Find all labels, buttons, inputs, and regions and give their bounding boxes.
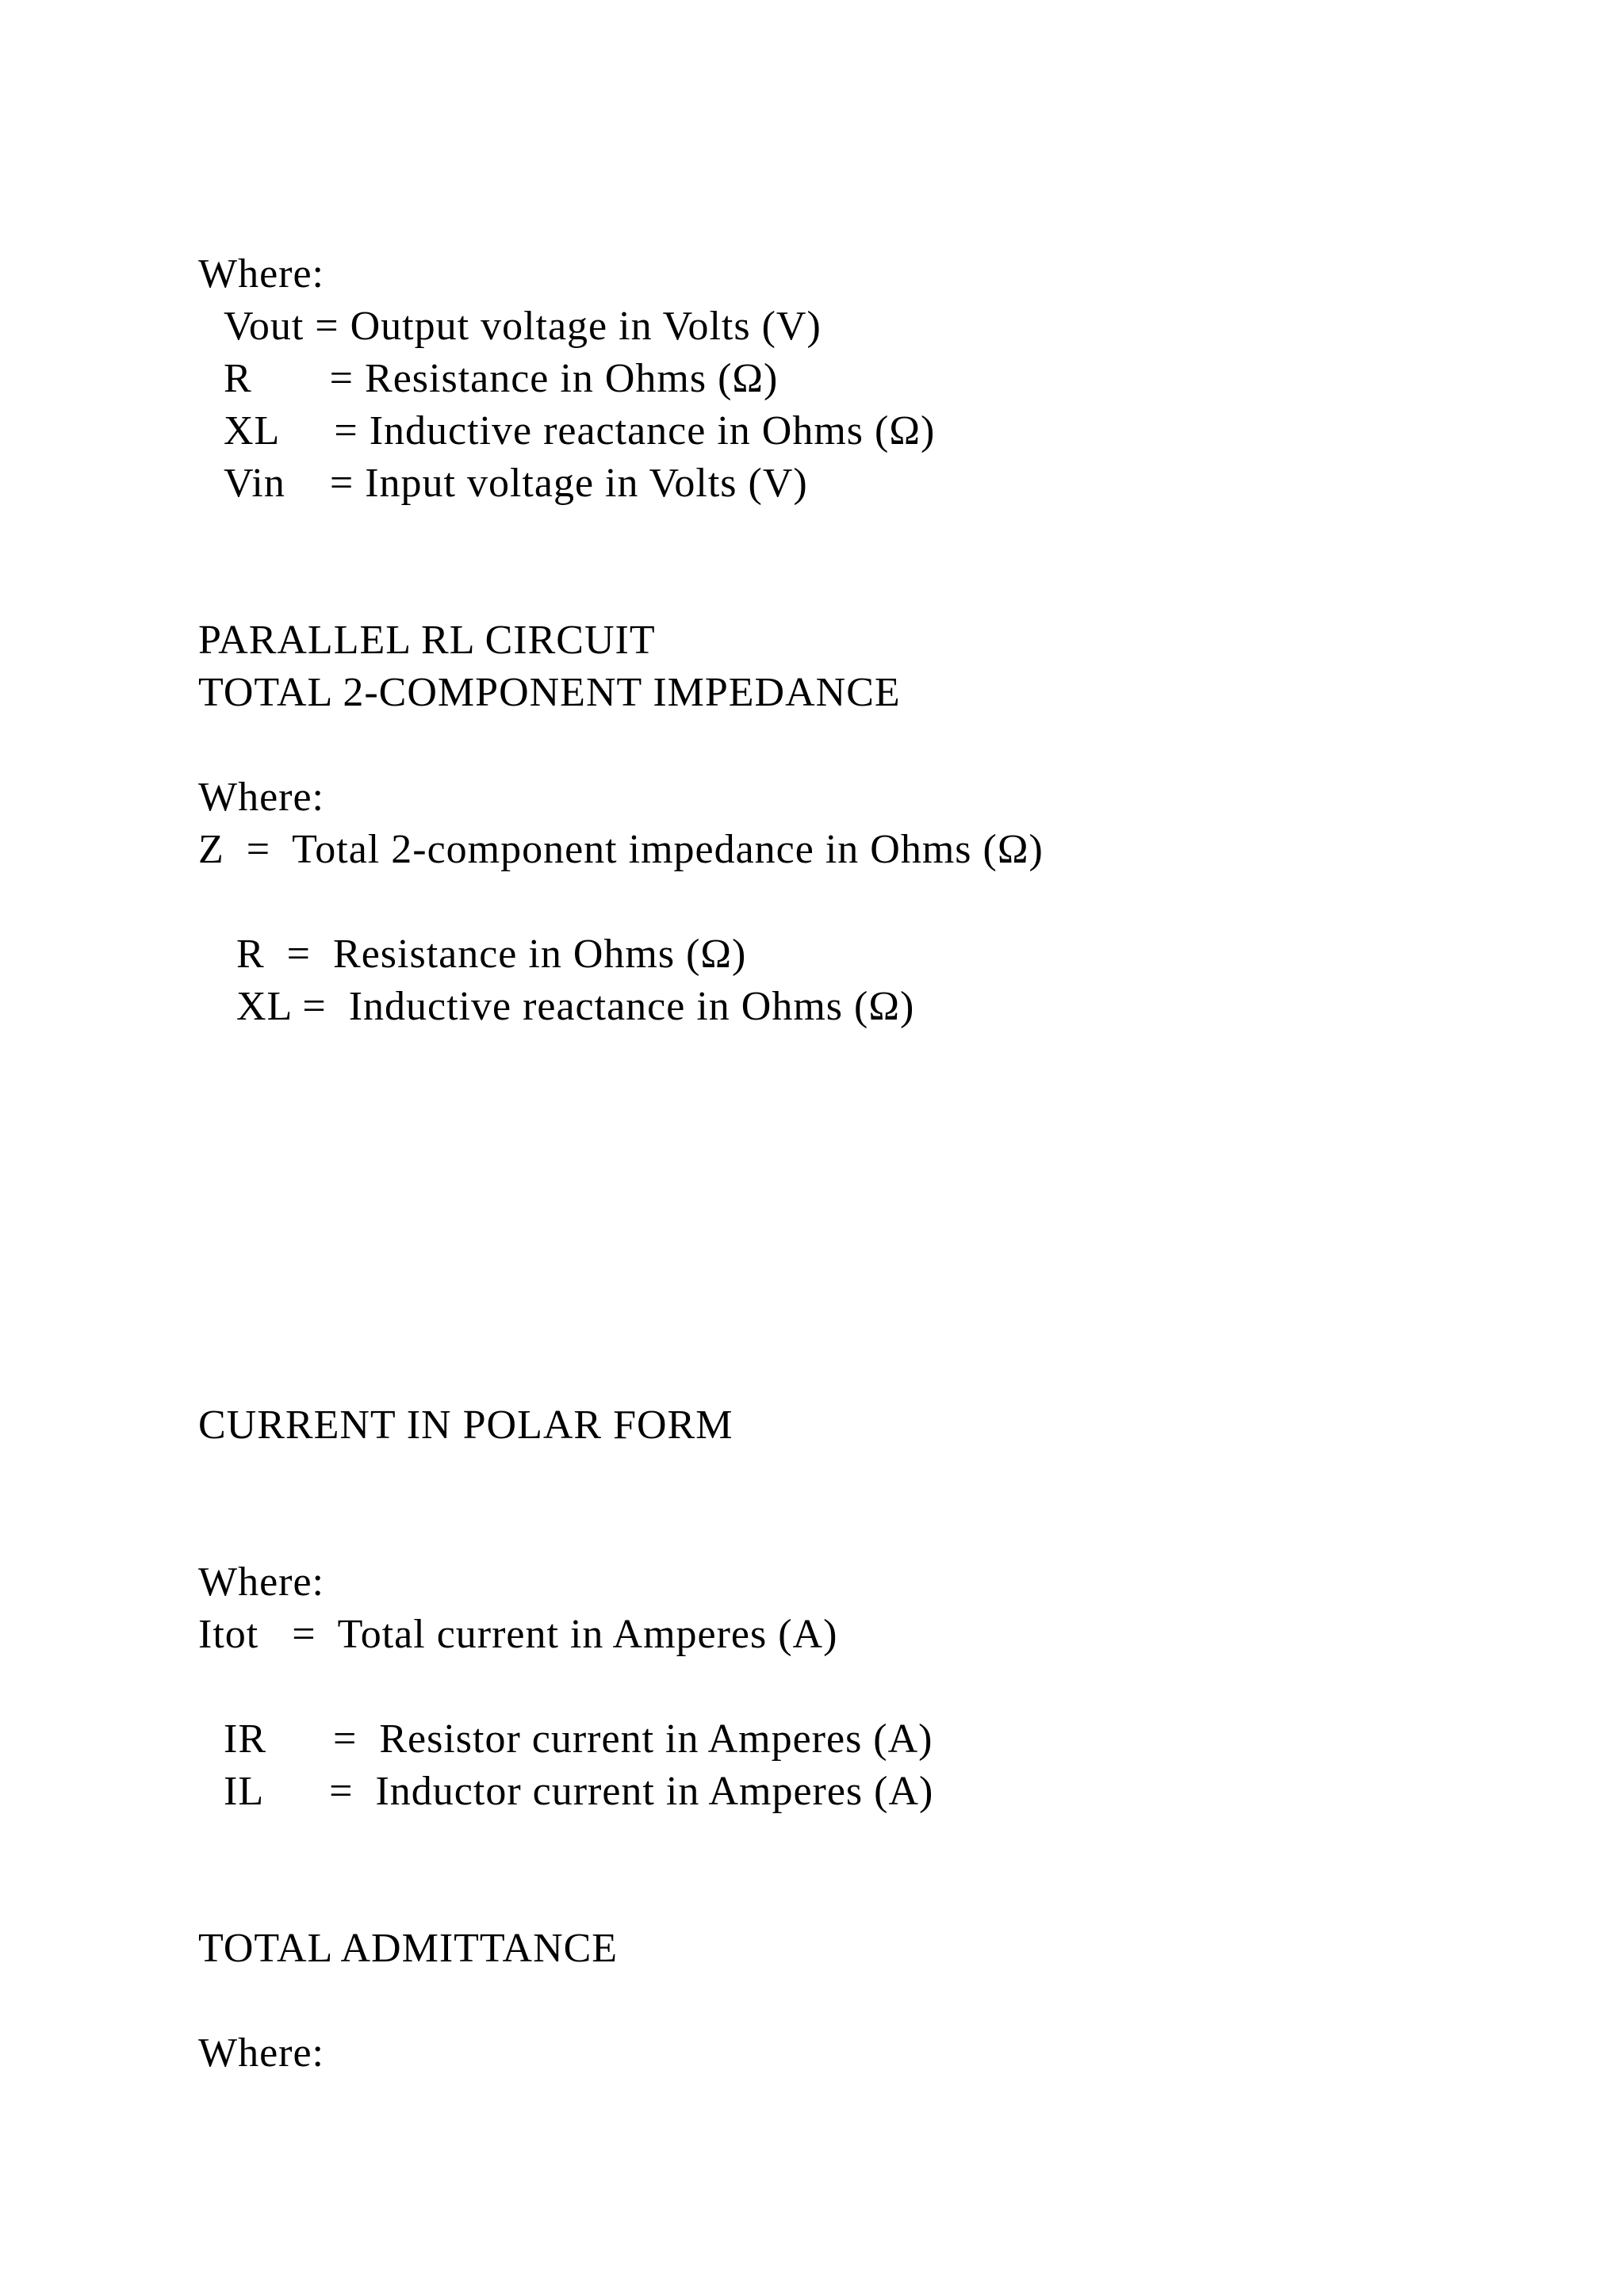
xl-definition: XL = Inductive reactance in Ohms (Ω) <box>224 408 936 453</box>
il-definition: IL = Inductor current in Amperes (A) <box>224 1769 934 1814</box>
parallel-rl-heading: PARALLEL RL CIRCUIT <box>198 618 656 663</box>
total-admittance-heading: TOTAL ADMITTANCE <box>198 1926 619 1971</box>
parallel-xl-definition: XL = Inductive reactance in Ohms (Ω) <box>236 984 915 1029</box>
ir-definition: IR = Resistor current in Amperes (A) <box>224 1716 933 1762</box>
current-polar-heading: CURRENT IN POLAR FORM <box>198 1402 733 1448</box>
parallel-r-definition: R = Resistance in Ohms (Ω) <box>236 932 747 977</box>
vin-definition: Vin = Input voltage in Volts (V) <box>224 461 808 506</box>
parallel-where-label: Where: <box>198 775 325 820</box>
admittance-where-label: Where: <box>198 2030 325 2076</box>
current-where-label: Where: <box>198 1559 325 1605</box>
z-definition: Z = Total 2-component impedance in Ohms (Ω) <box>198 827 1044 872</box>
impedance-subheading: TOTAL 2-COMPONENT IMPEDANCE <box>198 670 901 715</box>
r-definition: R = Resistance in Ohms (Ω) <box>224 356 779 401</box>
series-where-label: Where: <box>198 251 325 297</box>
itot-definition: Itot = Total current in Amperes (A) <box>198 1612 838 1657</box>
vout-definition: Vout = Output voltage in Volts (V) <box>224 304 822 349</box>
